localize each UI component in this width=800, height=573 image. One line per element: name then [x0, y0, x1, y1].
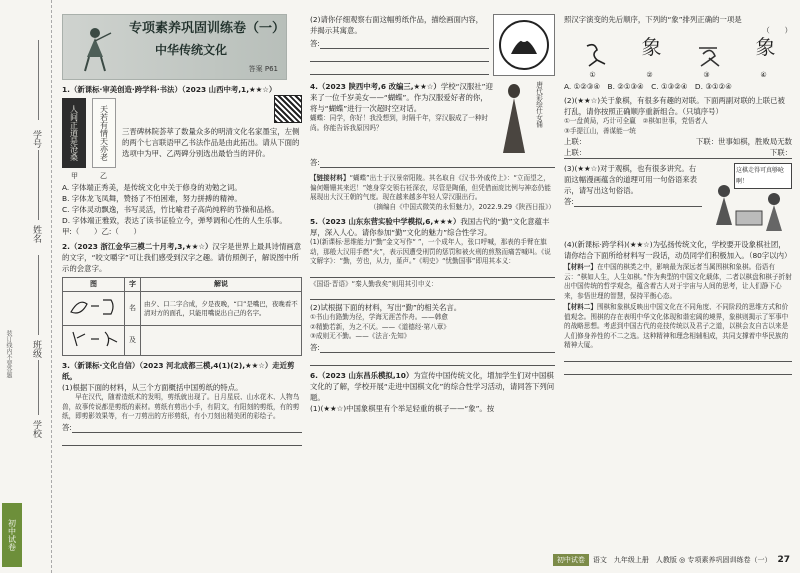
xingming-label: 姓名 [31, 225, 41, 243]
q2-text-ji-blank[interactable] [141, 326, 302, 356]
glyph-evolution [564, 35, 792, 68]
piece-2: ③手提江山，善谋能一统 [564, 126, 636, 135]
q6-paren[interactable]: （ ） [762, 26, 792, 35]
couplet1-down: 下联：世事如棋，胜败局无数 [695, 137, 792, 146]
calligraphy-a: 人间正道是沧桑 [62, 98, 86, 168]
mat1-text: 在中国的棋类之中，影响最为深远者当属围棋和象棋。俗语有云：“棋如人生，人生如棋。”作为典型的中国文化载体，二者以棋盘和棋子折射出中国传统的哲学观念，蕴含着古人对于宇宙与人间的思考，让人们静下心来，参悟世理的智慧，保持平衡心态。 [564, 263, 792, 300]
xingming-line[interactable] [38, 150, 39, 220]
q6-sub4-line-2[interactable] [564, 364, 792, 375]
xuexiao-label: 学校 [31, 420, 41, 438]
answer-ref: 答案 P61 [248, 65, 278, 73]
figure-icon [73, 23, 117, 73]
couplet2-up[interactable]: 上联： [564, 148, 587, 157]
brand-logo: 初中试卷 [2, 503, 22, 567]
question-5 [310, 216, 555, 366]
q4-link-head: 【链接材料】 [310, 174, 350, 182]
column-1 [62, 14, 302, 448]
couplet2-down[interactable]: 下联： [769, 148, 792, 157]
piece-1: ①一盘黄局，巧计可全赢 ②棋如世事，党悟者人 [564, 117, 708, 125]
column-2 [310, 14, 555, 414]
footer-text: 语文 九年级上册 人教版 ◎ 专项素养巩固训练卷（一） [592, 556, 772, 564]
column-3 [564, 14, 792, 377]
oracle-ji-icon [67, 328, 121, 350]
q2-col-img: 图 [63, 278, 125, 292]
q3-answer-line-2[interactable] [62, 435, 302, 446]
page-footer [553, 553, 790, 567]
question-1 [62, 84, 302, 237]
footer-badge: 初中试卷 [553, 554, 589, 566]
binding-note: 装订线内不要答题 [5, 330, 12, 378]
glyph-label-1: ① [589, 71, 596, 79]
q3-material: 早在汉代，随着造纸术的发明，剪纸就出现了。日月星辰、山水花木、人物鸟兽，故事传说都是剪纸的素材。剪纸有剪出小手，有阴文，有阳刻的剪纸，有的剪纸，即剪影效果等，有一刀剪出的方形剪纸，有小刀刻出精美团的彩绘子。 [62, 393, 300, 420]
q1-option-a: A. 字体端正秀美，是传统文化中关于修身的劝勉之词。 [62, 183, 242, 192]
q6-head: 6.（2023 山东昌乐模拟,10） [310, 370, 414, 380]
q1-body: 三晋碑林院荟萃了数量众多的明清文化名家墨宝，左侧的两个七言联语甲乙书法作品是由此拓出。请从下面的选项中为甲、乙两碑分别选出最恰当的评价。 [122, 127, 300, 158]
question-4 [310, 81, 555, 212]
papercut-icon [497, 18, 551, 72]
q3b-answer-label: 答: [310, 39, 320, 48]
statue-icon [497, 81, 531, 157]
glyph-cursive-icon [695, 42, 723, 68]
q6-sub4-line-1[interactable] [564, 351, 792, 362]
q5-answer-line-1[interactable] [320, 342, 555, 353]
question-3 [62, 360, 302, 446]
q2-head: 2.（2023 浙江金华三模二十月考,3,★★☆） [62, 242, 213, 251]
glyph-label-3: ③ [703, 71, 710, 79]
title-banner [62, 14, 287, 80]
q5-blank-2[interactable] [310, 289, 555, 300]
q1-head: 1.（新课标·审美创造·跨学科·书法）（2023 山西中考,1,★★☆） [62, 85, 277, 94]
xuehao-line[interactable] [38, 40, 39, 120]
glyph-label-4: ④ [760, 71, 767, 79]
q5-sub1: (1)(新课标·思维能力)“勤”金文写作“ ”，一个成年人，张口呼喊，那表的手臂在旗动，那般大汉用手燃“火”，表示因遭受刑罚的惩罚和被火刑的煎熬而痛苦喊叫。《说文解字》：“勤，劳也，从力，堇声。”《明史》“忧勤国事”即用其本义： [310, 238, 551, 265]
q2-text-ming: 由夕、口二字合成，夕是夜晚，“口”是嘴巴，夜晚看不清对方的面孔，只能用嘴说出自己的名字。 [141, 292, 302, 326]
q5-blank-1[interactable] [310, 267, 555, 278]
q6-sub2: (2)(★★☆)关于象棋，有很多有趣的对联。下面两副对联的上联已被打乱，请你按照正确顺序重新组合。（只填序号） [564, 96, 785, 116]
q2-char-ming: 名 [125, 292, 141, 326]
q2-body: 汉字是世界上最具诗情画意的文字，“咬文嚼字”可让我们感受到汉字之趣。请仿照例子，解说图中所示的会意字。 [62, 242, 302, 273]
page-number: 27 [777, 555, 790, 565]
q6-sub3-answer-label: 答: [564, 197, 574, 206]
q4-answer-line-1[interactable] [320, 157, 555, 168]
q6-sub1: (1)(★★☆)中国象棋里有个举足轻重的棋子——“象”。按 [310, 403, 495, 413]
q3-answer-line-1[interactable] [72, 422, 302, 433]
q5-body: 我国古代的“勤”文化意蕴丰厚，深入人心。请你参加“勤”文化的魅力”综合性学习。 [310, 217, 550, 237]
cartoon-image [706, 163, 792, 235]
glyph-kaishu: 象 [641, 35, 662, 59]
q1-answer-blank[interactable]: 甲:（ ）乙:（ ） [62, 227, 141, 236]
q3-head: 3.（新课标·文化自信）（2023 河北成都三模,4(1)(2),★★☆）走近剪纸。 [62, 361, 295, 381]
q2-col-text: 解说 [141, 278, 302, 292]
q4-head: 4.（2023 陕西中考,6 改编三,★★☆） [310, 82, 441, 91]
mat1-head: 【材料一】 [564, 263, 597, 271]
q5-item-3: ③成则无不勤。——《法言·先知》 [310, 332, 411, 340]
q4-link: “蝴蝶”出土于汉景帝阳陵。其名取自《汉书·外戚传上》：“立而望之，偏何姗姗其来迟！”她身穿交领右衽深衣，尽管是陶俑，但凭借面庞比例与神态仍能展现出大汉王朝的气度。现在越来越多年轻人穿汉服出行。 [310, 174, 551, 201]
q1-option-c: C. 字体灵动飘逸，书写灵活，竹比喻君子高尚纯粹的节操和品格。 [62, 205, 279, 214]
statue-image [497, 81, 555, 157]
q3-answer-label: 答: [62, 422, 72, 432]
glyph-label-2: ② [646, 71, 653, 79]
q2-char-ji: 及 [125, 326, 141, 356]
cartoon-icon [706, 181, 792, 235]
statue-caption: 唐代彩绘仕女俑 [534, 81, 543, 128]
couplet1-up[interactable]: 上联： [564, 137, 587, 146]
banner-subtitle: 中华传统文化 [155, 43, 228, 57]
binding-strip [0, 0, 52, 573]
glyph-seal: 象 [755, 35, 776, 59]
q3-sub2: (2)请你仔细观察右面这幅剪纸作品，描绘画面内容，并揭示其寓意。 [310, 15, 484, 35]
q6-options[interactable]: A. ①②③④ B. ②①③④ C. ①③②④ D. ③①②④ [564, 82, 732, 91]
q5-head: 5.（2023 山东东营实验中学模拟,6,★★★） [310, 217, 461, 226]
question-6 [310, 370, 555, 414]
q4-answer-label: 答: [310, 158, 320, 167]
banji-label: 班级 [31, 340, 41, 358]
q4-body: 学校“汉服社”迎来了一位千岁美女——“蝴蝶”。作为汉服爱好者的你，将与“蝴蝶”进行一次超时空对话。 [310, 82, 493, 113]
xuexiao-line[interactable] [38, 360, 39, 415]
q3b-answer-line-1[interactable] [320, 38, 489, 49]
glyph-oracle-icon [581, 42, 609, 68]
calligraphy-b: 天若有情天亦老 [92, 98, 116, 168]
q5-sub1b: 《国语·晋语》“秦人勤我矣”则用其引申义： [310, 279, 438, 288]
label-yi: 乙 [100, 172, 107, 180]
q5-item-2: ②精勤若新，为之不厌。——《道德经·第八章》 [310, 322, 450, 331]
q5-sub2: (2)试根据下面的材料，写出“勤”的相关名言。 [310, 303, 462, 312]
q6-body: 为宣传中国传统文化，增加学生们对中国棋文化的了解，学校开展“走进中国棋文化”的综合性学习活动，请同答下列问题。 [310, 370, 555, 402]
banner-title: 专项素养巩固训练卷（一） [129, 21, 286, 36]
banji-line[interactable] [38, 255, 39, 335]
q5-answer-line-2[interactable] [310, 355, 555, 366]
q5-item-1: ①书山有路勤为径，学海无涯苦作舟。——韩愈 [310, 313, 448, 321]
calligraphy-panel [62, 95, 116, 182]
label-jia: 甲 [71, 172, 78, 180]
mat2-text: 围棋和象棋反映出中国文化在不同角度、不同阶段的思维方式和价值观念。围棋的存在表明中华文化体现和谐宏阔的境界，象棋则揭示了军事中的战略思想。考虑到中国古代的竞技传统以及君子之道，以棋会友自古以来是人们修身养性的不二之选。这种精神和理念相辅相成，共同支撑着中华民族的精神大厦。 [564, 303, 789, 349]
q6-cont: 照汉字演变的先后顺序，下列的“象”排列正确的一项是 [564, 15, 742, 24]
q1-option-b: B. 字体龙飞凤舞，赞扬了不怕困难，努力拼搏的精神。 [62, 194, 242, 203]
question-2 [62, 241, 302, 356]
q4-source: （摘编自《中国式微笑的永恒魅力》，2022.9.29《陕西日报》） [369, 202, 555, 211]
q3-sub1: (1)根据下面的材料，从三个方面概括中国剪纸的特点。 [62, 383, 243, 392]
q1-option-d: D. 字体端正雅致，表达了读书证验立今，弹琴调和心性的人生乐事。 [62, 216, 287, 225]
qr-code-icon[interactable] [274, 95, 302, 123]
q2-table [62, 277, 302, 356]
q3b-answer-line-2[interactable] [310, 51, 489, 62]
q6-sub3: (3)(★★☆)对于观棋，也有很多讲究。右面这幅漫画蕴含的道理可用一句俗语来表示，请写出这句俗语。 [564, 164, 698, 195]
oracle-ming-icon [67, 294, 121, 320]
papercut-image [493, 14, 555, 76]
q2-glyph-ming [63, 292, 125, 326]
q6-sub3-answer-line[interactable] [574, 196, 702, 207]
q4-quote: 蝴蝶：同学，你好！我没想到，时隔千年，穿汉服成了一种时尚。你能告诉我原因吗？ [310, 114, 489, 132]
mat2-head: 【材料二】 [564, 303, 597, 311]
q2-col-char: 字 [125, 278, 141, 292]
q2-glyph-ji [63, 326, 125, 356]
q6-sub4: (4)(新课标·跨学科)(★★☆)为弘扬传统文化，学校要开设象棋社团，请你结合下面所给材料写一段话，动员同学们积极加入。（80字以内） [564, 240, 792, 260]
cartoon-bubble: 这棋走得可真够呛啊！ [734, 163, 792, 189]
q5-answer-label: 答: [310, 342, 320, 352]
xuehao-label: 学号 [31, 130, 41, 148]
q3b-answer-line-3[interactable] [310, 64, 489, 75]
